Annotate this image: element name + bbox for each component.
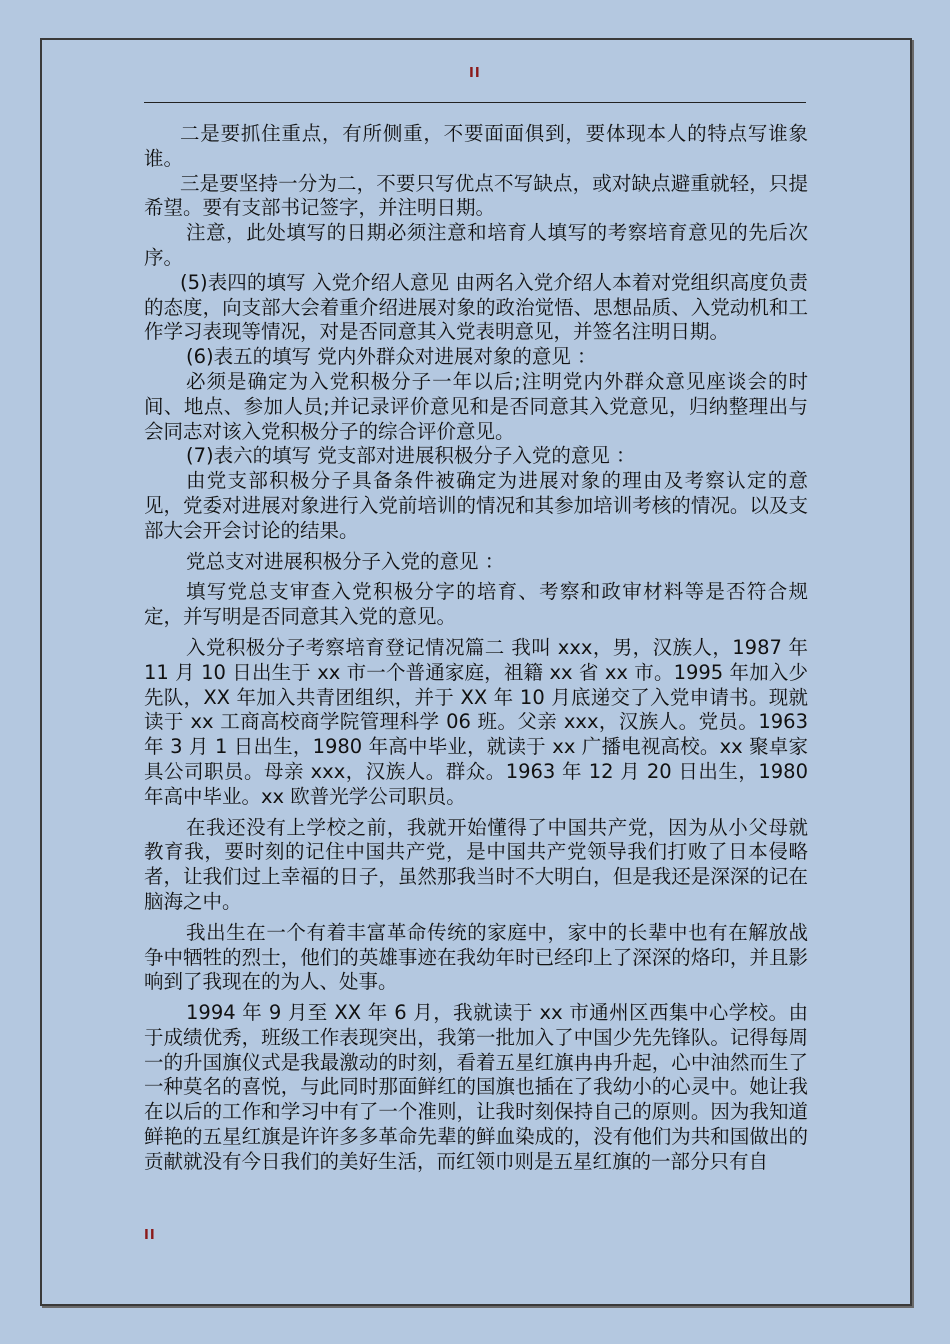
paragraph-personal-info: 入党积极分子考察培育登记情况篇二 我叫 xxx，男，汉族人，1987 年 11 月 10 日出生于 xx 市一个普通家庭，祖籍 xx 省 xx 市。1995 年加入少先队，XX 年加入共青团组织，并于 XX 年 10 月底递交了入党申请书。现就读于 xx 工商高校商学院管理科学 06 班。父亲 xxx，汉族人。党员。1963 年 3 月 1 日出生，1980 年高中毕业，就读于 xx 广播电视高校。xx 聚卓家具公司职员。母亲 xxx，汉族人。群众。1963 年 12 月 20 日出生，1980 年高中毕业。xx 欧普光学公司职员。 (144, 635, 808, 808)
paragraph-table5-heading: (6)表五的填写 党内外群众对进展对象的意见 ： (186, 345, 597, 369)
document-body (144, 122, 808, 1175)
paragraph-table6-heading: (7)表六的填写 党支部对进展积极分子入党的意见 ： (186, 444, 636, 468)
paragraph-table5-body: 必须是确定为入党积极分子一年以后;注明党内外群众意见座谈会的时间、地点、参加人员;并记录评价意见和是否同意其入党意见，归纳整理出与会同志对该入党积极分子的综合评价意见。 (144, 369, 808, 443)
header-divider (144, 102, 806, 103)
paragraph-table4: (5)表四的填写 入党介绍人意见 由两名入党介绍人本着对党组织高度负责的态度，向支部大会着重介绍进展对象的政治觉悟、思想品质、入党动机和工作学习表现等情况，对是否同意其入党表明意见，并签名注明日期。 (144, 270, 808, 344)
paragraph-general-branch-heading: 党总支对进展积极分子入党的意见 ： (186, 549, 505, 573)
paragraph-date-note: 注意，此处填写的日期必须注意和培育人填写的考察培育意见的先后次序。 (144, 221, 808, 269)
paragraph-general-branch-body: 填写党总支审查入党积极分字的培育、考察和政审材料等是否符合规定，并写明是否同意其入党的意见。 (144, 580, 808, 629)
paragraph-key-points: 二是要抓住重点，有所侧重，不要面面俱到，要体现本人的特点写谁象谁。 (144, 122, 808, 170)
paragraph-balance: 三是要坚持一分为二，不要只写优点不写缺点，或对缺点避重就轻，只提希望。要有支部书记签字，并注明日期。 (144, 171, 808, 220)
paragraph-table6-body: 由党支部积极分子具备条件被确定为进展对象的理由及考察认定的意见，党委对进展对象进行入党前培训的情况和其参加培训考核的情况。以及支部大会开会讨论的结果。 (144, 469, 808, 542)
header-mark: II (469, 66, 481, 81)
paragraph-family: 我出生在一个有着丰富革命传统的家庭中，家中的长辈中也有在解放战争中牺牲的烈士，他们的英雄事迹在我幼年时已经印上了深深的烙印，并且影响到了我现在的为人、处事。 (144, 920, 808, 994)
paragraph-school: 1994 年 9 月至 XX 年 6 月，我就读于 xx 市通州区西集中心学校。由于成绩优秀，班级工作表现突出，我第一批加入了中国少先先锋队。记得每周一的升国旗仪式是我最激动的时刻，看着五星红旗冉冉升起，心中油然而生了一种莫名的喜悦，与此同时那面鲜红的国旗也插在了我幼小的心灵中。她让我在以后的工作和学习中有了一个准则，让我时刻保持自己的原则。因为我知道鲜艳的五星红旗是许许多多革命先辈的鲜血染成的，没有他们为共和国做出的贡献就没有今日我们的美好生活，而红领巾则是五星红旗的一部分只有自 (144, 1001, 808, 1173)
footer-mark: II (144, 1228, 156, 1243)
paragraph-childhood: 在我还没有上学校之前，我就开始懂得了中国共产党，因为从小父母就教育我，要时刻的记住中国共产党，是中国共产党领导我们打败了日本侵略者，让我们过上幸福的日子，虽然那我当时不大明白，但是我还是深深的记在脑海之中。 (144, 815, 808, 913)
